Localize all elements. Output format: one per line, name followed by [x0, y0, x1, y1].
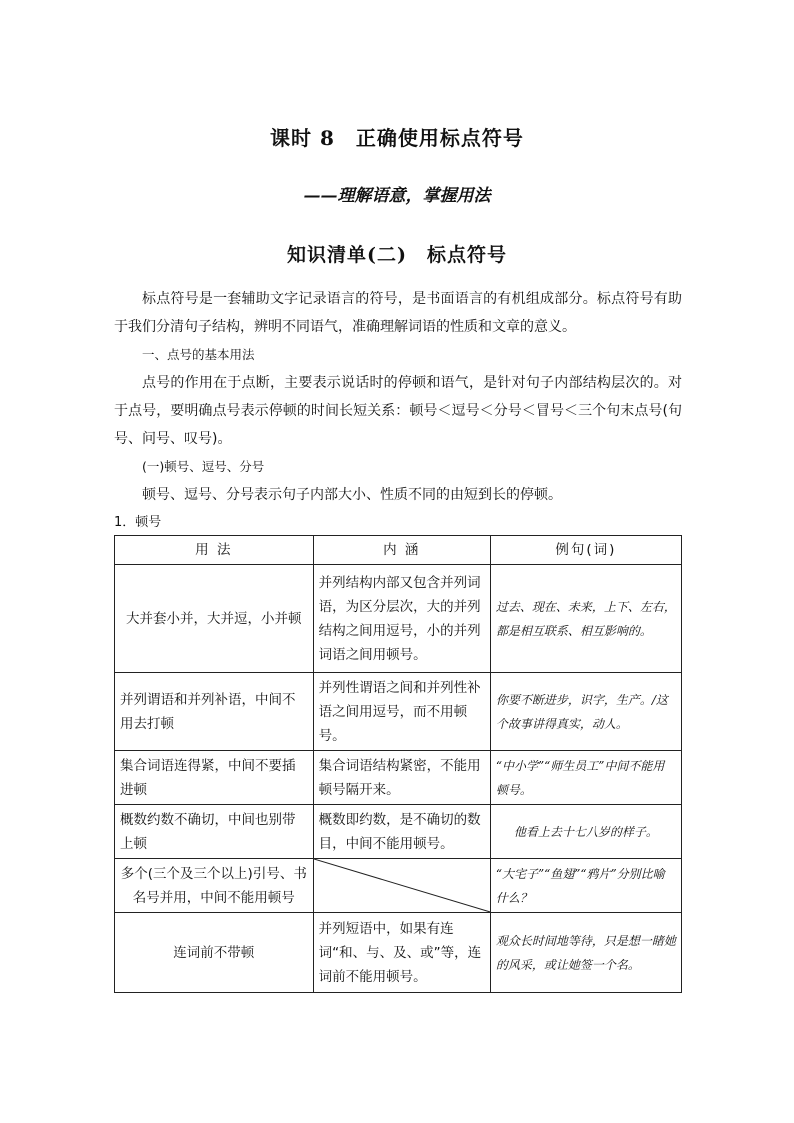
- section-title: 知识清单(二) 标点符号: [287, 244, 507, 266]
- table-row: [115, 751, 682, 805]
- usage-cell: 概数约数不确切，中间也别带上顿: [115, 805, 314, 859]
- table-row: [115, 859, 682, 913]
- meaning-cell: 集合词语结构紧密，不能用顿号隔开来。: [313, 751, 490, 805]
- example-cell: “中小学”“师生员工”中间不能用顿号。: [490, 751, 681, 805]
- usage-cell: 大并套小并，大并逗，小并顿: [115, 565, 314, 673]
- header-meaning: 内 涵: [313, 536, 490, 565]
- header-example: 例句(词): [490, 536, 681, 565]
- example-cell: 观众长时间地等待，只是想一睹她的风采，或让她签一个名。: [490, 913, 681, 993]
- heading-dunhao: 1．顿号: [114, 515, 162, 530]
- intro-paragraph-2: 点号的作用在于点断，主要表示说话时的停顿和语气，是针对句子内部结构层次的。对于点号，要明确点号表示停顿的时间长短关系：顿号＜逗号＜分号＜冒号＜三个句末点号(句号、问号、叹号)。: [114, 375, 682, 447]
- example-cell: 你要不断进步，识字，生产。/这个故事讲得真实，动人。: [490, 673, 681, 751]
- diagonal-line: [314, 859, 490, 912]
- table-row: [115, 565, 682, 673]
- usage-cell: 集合词语连得紧，中间不要插进顿: [115, 751, 314, 805]
- lesson-title: 课时 8 正确使用标点符号: [270, 126, 524, 150]
- table-row: [115, 805, 682, 859]
- table-header-row: [115, 536, 682, 565]
- header-usage: 用 法: [115, 536, 314, 565]
- heading-point-marks: 一、点号的基本用法: [142, 347, 255, 362]
- meaning-cell: 并列性谓语之间和并列性补语之间用逗号，而不用顿号。: [313, 673, 490, 751]
- intro-text: [114, 285, 682, 537]
- empty-diagonal-cell: [313, 859, 490, 913]
- meaning-cell: 概数即约数，是不确切的数目，中间不能用顿号。: [313, 805, 490, 859]
- example-cell: 过去、现在、未来，上下、左右，都是相互联系、相互影响的。: [490, 565, 681, 673]
- lesson-subtitle: ——理解语意，掌握用法: [303, 186, 491, 206]
- meaning-cell: 并列结构内部又包含并列词语，为区分层次，大的并列结构之间用逗号，小的并列词语之间用顿号。: [313, 565, 490, 673]
- usage-cell: 连词前不带顿: [115, 913, 314, 993]
- intro-paragraph-1: 标点符号是一套辅助文字记录语言的符号，是书面语言的有机组成部分。标点符号有助于我们分清句子结构，辨明不同语气，准确理解词语的性质和文章的意义。: [114, 291, 682, 335]
- meaning-cell: 并列短语中，如果有连词“和、与、及、或”等，连词前不能用顿号。: [313, 913, 490, 993]
- heading-subsection-1: (一)顿号、逗号、分号: [142, 459, 265, 474]
- table-row: [115, 913, 682, 993]
- usage-cell: 多个(三个及三个以上)引号、书名号并用，中间不能用顿号: [115, 859, 314, 913]
- usage-cell: 并列谓语和并列补语，中间不用去打顿: [115, 673, 314, 751]
- dunhao-usage-table: [114, 535, 682, 993]
- example-cell: 他看上去十七八岁的样子。: [490, 805, 681, 859]
- intro-paragraph-3: 顿号、逗号、分号表示句子内部大小、性质不同的由短到长的停顿。: [142, 487, 562, 503]
- table-row: [115, 673, 682, 751]
- example-cell: “大宅子”“鱼翅”“鸦片”分别比喻什么？: [490, 859, 681, 913]
